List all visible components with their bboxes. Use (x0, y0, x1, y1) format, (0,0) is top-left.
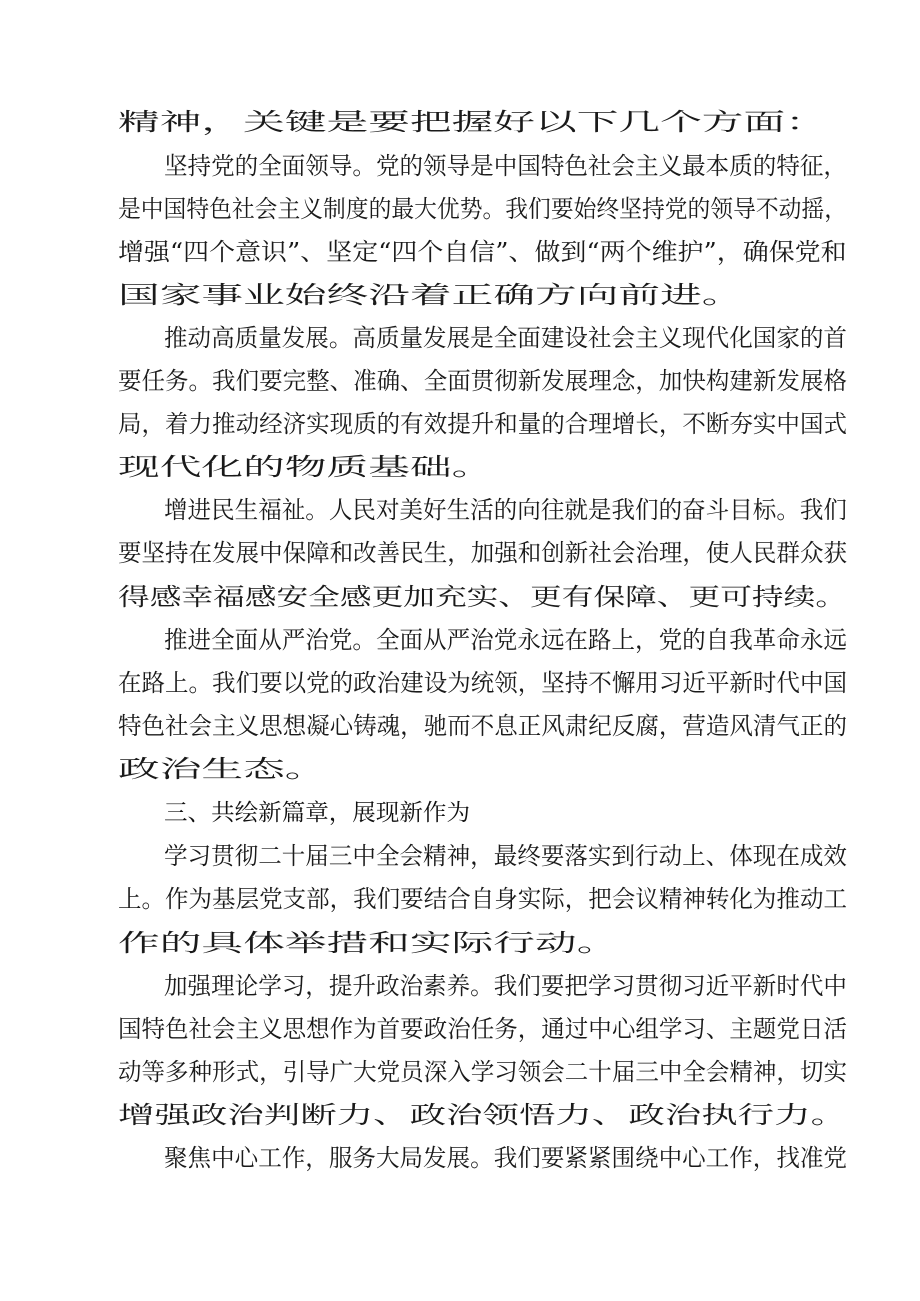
paragraph-2-line-2: 要任务。我们要完整、准确、全面贯彻新发展理念，加快构建新发展格 (118, 367, 847, 395)
paragraph-2-line-3: 局，着力推动经济实现质的有效提升和量的合理增长，不断夯实中国式 (118, 410, 847, 438)
paragraph-1-first-line: 坚持党的全面领导。党的领导是中国特色社会主义最本质的特征， (164, 152, 847, 180)
paragraph-5-first-line: 学习贯彻二十届三中全会精神，最终要落实到行动上、体现在成效 (164, 842, 847, 870)
paragraph-7-first-line: 聚焦中心工作，服务大局发展。我们要紧紧围绕中心工作，找准党 (164, 1144, 847, 1172)
paragraph-1-line-3: 增强“四个意识”、坚定“四个自信”、做到“两个维护”，确保党和 (118, 238, 847, 266)
paragraph-3-first-line: 增进民生福祉。人民对美好生活的向往就是我们的奋斗目标。我们 (164, 496, 847, 524)
text-line-1: 精神，关键是要把握好以下几个方面： (118, 108, 827, 136)
paragraph-1-line-2: 是中国特色社会主义制度的最大优势。我们要始终坚持党的领导不动摇， (118, 195, 847, 223)
paragraph-2-first-line: 推动高质量发展。高质量发展是全面建设社会主义现代化国家的首 (164, 324, 847, 352)
paragraph-4-line-2: 在路上。我们要以党的政治建设为统领，坚持不懈用习近平新时代中国 (118, 669, 847, 697)
paragraph-6-first-line: 加强理论学习，提升政治素养。我们要把学习贯彻习近平新时代中 (164, 972, 847, 1000)
paragraph-4-line-4: 政治生态。 (118, 755, 327, 783)
paragraph-5-line-3: 作的具体举措和实际行动。 (118, 929, 619, 957)
paragraph-2-line-4: 现代化的物质基础。 (118, 453, 494, 481)
paragraph-5-line-2: 上。作为基层党支部，我们要结合自身实际，把会议精神转化为推动工 (118, 885, 847, 913)
paragraph-4-line-3: 特色社会主义思想凝心铸魂，驰而不息正风肃纪反腐，营造风清气正的 (118, 712, 847, 740)
paragraph-6-line-3: 动等多种形式，引导广大党员深入学习领会二十届三中全会精神，切实 (118, 1058, 847, 1086)
section-heading: 三、共绘新篇章，展现新作为 (164, 800, 470, 826)
paragraph-4-first-line: 推进全面从严治党。全面从严治党永远在路上，党的自我革命永远 (164, 626, 847, 654)
paragraph-6-line-4: 增强政治判断力、政治领悟力、政治执行力。 (118, 1101, 848, 1129)
paragraph-3-line-3: 得感幸福感安全感更加充实、更有保障、更可持续。 (118, 583, 848, 611)
paragraph-1-line-4: 国家事业始终沿着正确方向前进。 (118, 281, 744, 309)
paragraph-6-line-2: 国特色社会主义思想作为首要政治任务，通过中心组学习、主题党日活 (118, 1015, 847, 1043)
paragraph-3-line-2: 要坚持在发展中保障和改善民生，加强和创新社会治理，使人民群众获 (118, 539, 847, 567)
